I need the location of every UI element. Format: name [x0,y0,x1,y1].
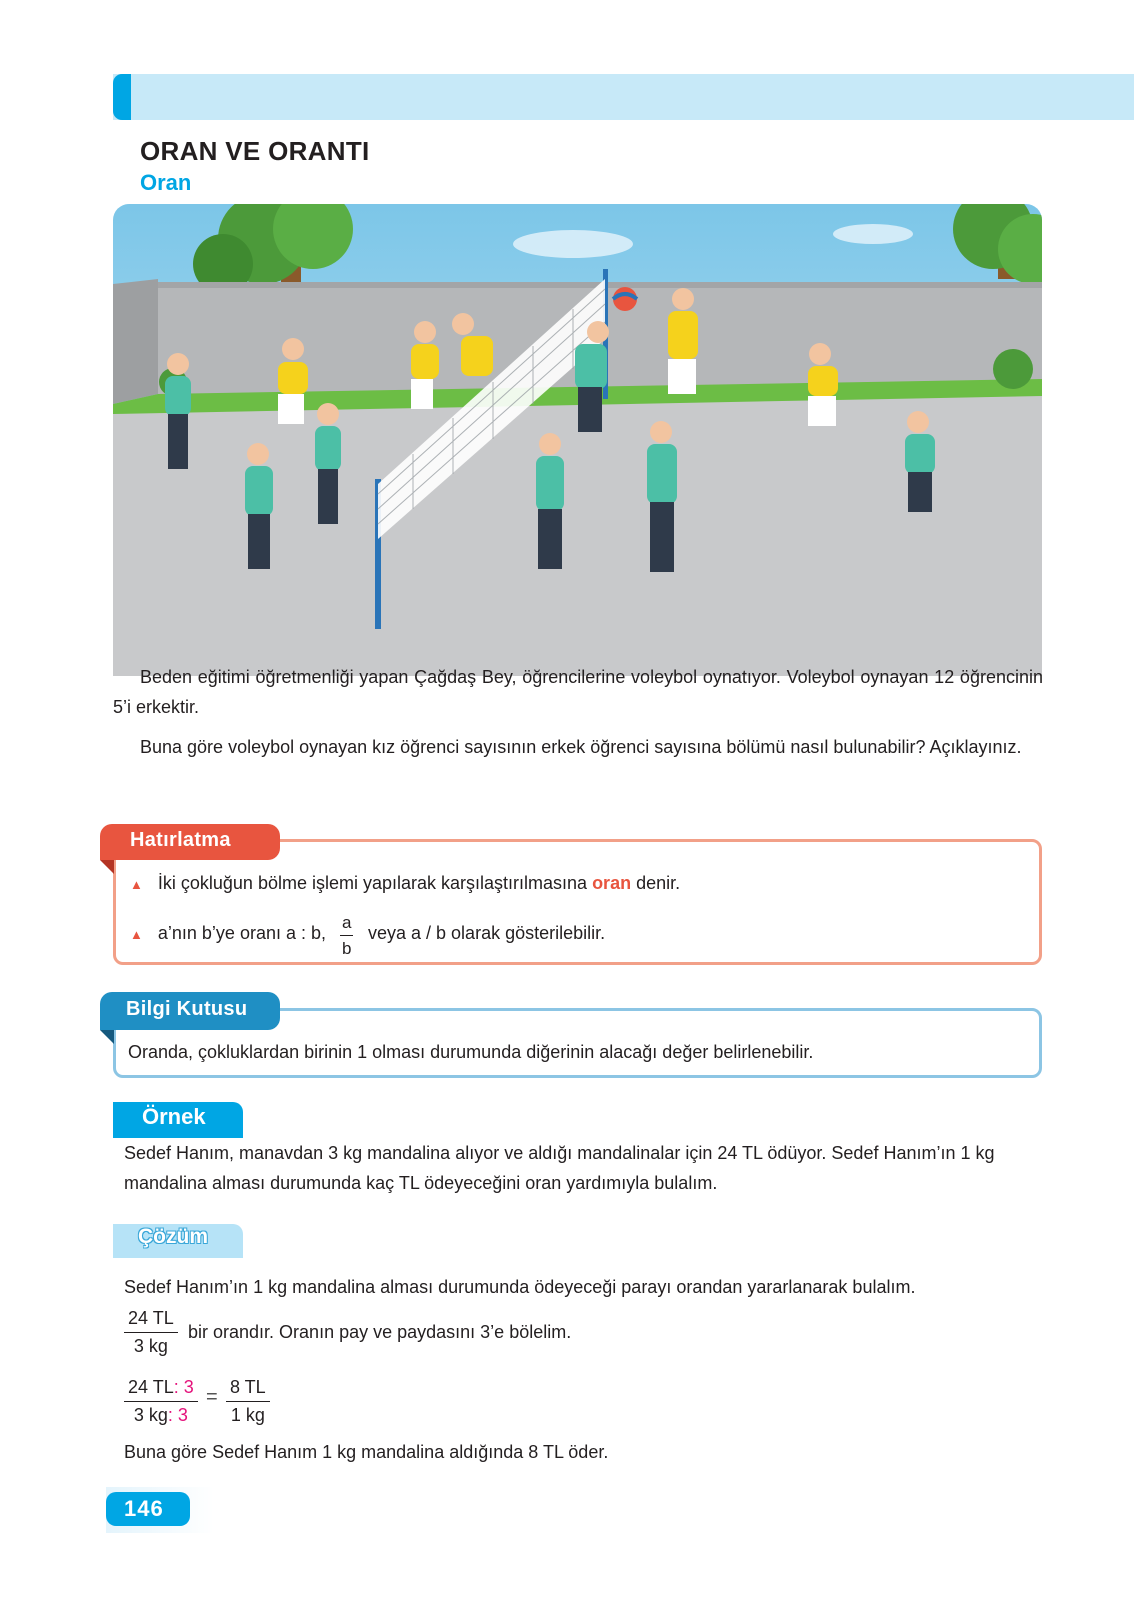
fraction-numerator: 8 TL [226,1377,270,1402]
fraction-numerator: 24 TL [124,1308,178,1333]
calc-fraction-left [124,1377,198,1426]
page-title: ORAN VE ORANTI [140,136,370,166]
info-tab-fold [100,1030,114,1044]
calc-denominator-divisor: : 3 [167,1405,188,1425]
fraction-denominator: 1 kg [230,1405,265,1425]
ratio-fraction-24tl-3kg [124,1308,178,1357]
example-label: Örnek [142,1104,206,1129]
reminder-item-2 [130,923,326,944]
reminder-keyword-oran: oran [592,873,632,893]
intro-paragraph-1: Beden eğitimi öğretmenliği yapan Çağdaş Bey, öğrencilerine voleybol oynatıyor. Voleybol oynayan 12 öğrencinin 5’i erkektir. [113,667,1043,717]
reminder-tab-fold [100,860,114,874]
reminder-fraction-a-over-b [340,913,353,959]
calc-numerator-divisor: : 3 [173,1377,194,1397]
red-triangle-bullet-icon: ▲ [130,877,143,892]
example-text: Sedef Hanım, manavdan 3 kg mandalina alıyor ve aldığı mandalinalar için 24 TL ödüyor. Sedef Hanım’ın 1 kg mandalina alması durumunda kaç TL ödeyeceğini oran yardımıyla bulalım. [124,1143,995,1193]
page-number: 146 [124,1496,164,1521]
solution-conclusion: Buna göre Sedef Hanım 1 kg mandalina aldığında 8 TL öder. [124,1442,609,1462]
solution-label: Çözüm [138,1225,208,1248]
reminder-item-1 [130,873,680,894]
reminder-label: Hatırlatma [130,829,231,851]
fraction-numerator: a [340,913,353,936]
ratio-description: bir orandır. Oranın pay ve paydasını 3’e bölelim. [188,1322,572,1342]
header-band-accent [113,74,131,120]
volleyball-illustration [113,204,1042,676]
calc-numerator-value: 24 TL [128,1377,174,1397]
header-band [113,74,1134,120]
fraction-denominator: 3 kg [133,1336,168,1356]
reminder-item-1-text-before: İki çokluğun bölme işlemi yapılarak karşılaştırılmasına [157,873,593,893]
reminder-item-1-text-after: denir. [631,873,681,893]
calc-fraction-result [226,1377,270,1426]
reminder-item-2-text-before: a’nın b’ye oranı a : b, [157,923,326,943]
fraction-numerator [124,1377,198,1402]
section-subtitle: Oran [140,170,192,195]
red-triangle-bullet-icon: ▲ [130,927,143,942]
info-label: Bilgi Kutusu [126,998,248,1020]
calc-denominator-value: 3 kg [133,1405,168,1425]
intro-paragraph-2: Buna göre voleybol oynayan kız öğrenci sayısının erkek öğrenci sayısına bölümü nasıl bulunabilir? Açıklayınız. [140,737,1022,757]
reminder-item-2-text-after: veya a / b olarak gösterilebilir. [368,923,606,943]
fraction-denominator: b [342,939,352,958]
equals-sign: = [206,1386,218,1408]
fraction-denominator [124,1402,198,1426]
volleyball-scene-icon [113,204,1042,676]
info-text: Oranda, çokluklardan birinin 1 olması durumunda diğerinin alacağı değer belirlenebilir. [128,1042,814,1062]
solution-line-1: Sedef Hanım’ın 1 kg mandalina alması durumunda ödeyeceği parayı orandan yararlanarak bulalım. [124,1277,916,1297]
